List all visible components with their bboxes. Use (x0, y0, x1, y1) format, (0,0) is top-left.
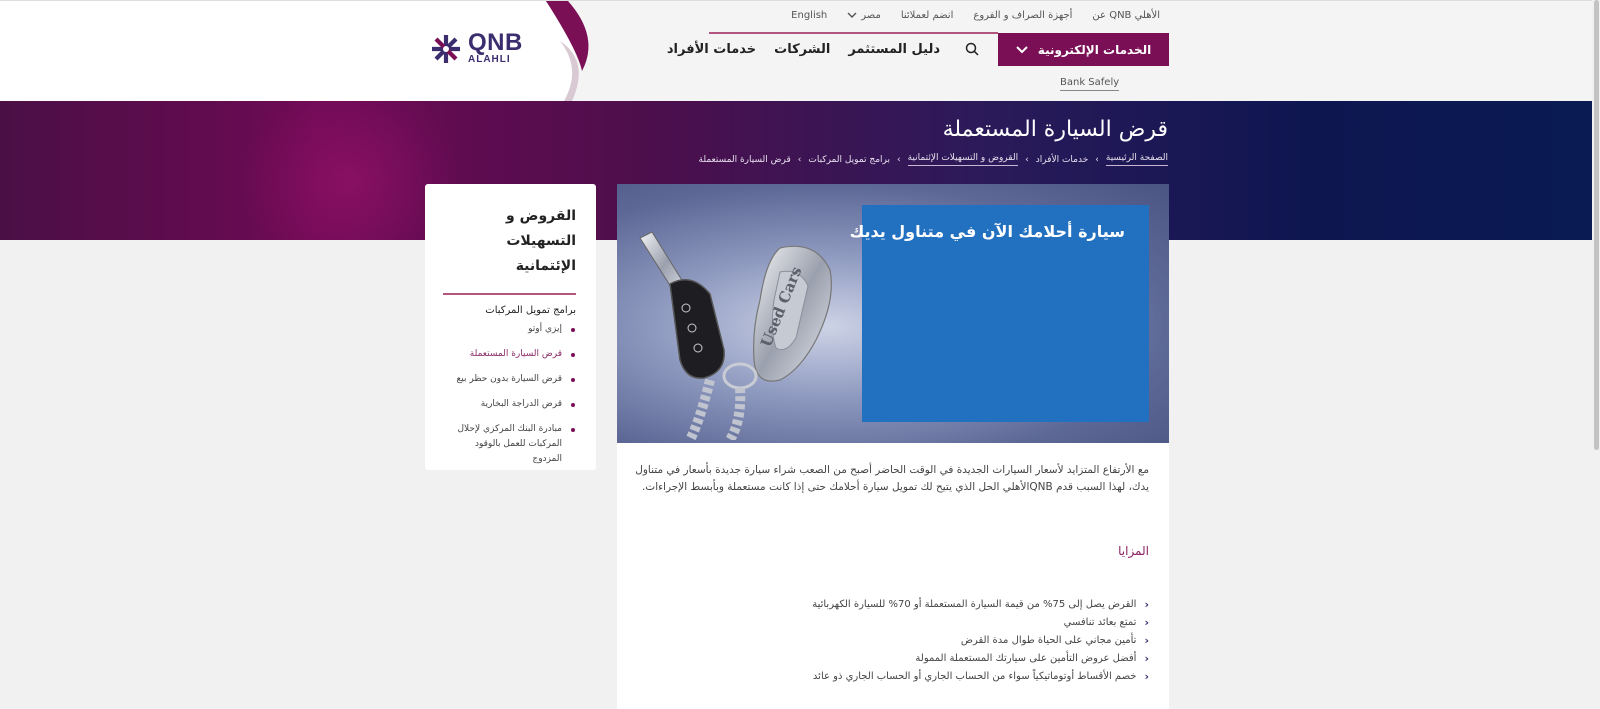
sidebar (425, 184, 596, 470)
main-nav (667, 42, 946, 57)
top-links (791, 10, 1160, 21)
chevron-left-icon: ‹ (1144, 634, 1149, 647)
chevron-left-icon: ‹ (1144, 670, 1149, 683)
top-link-join[interactable]: انضم لعملائنا (900, 10, 954, 21)
chevron-left-icon: ‹ (1144, 616, 1149, 629)
list-item (812, 668, 1149, 686)
sidebar-item-cbe-initiative[interactable]: مبادرة البنك المركزي لإحلال المركبات للعمل بالوقود المزدوج (443, 422, 576, 467)
advantage-text: القرض يصل إلى 75% من قيمة السيارة المستعملة أو 70% للسيارة الكهربائية (812, 599, 1137, 610)
sidebar-item-motorcycle-loan[interactable]: قرض الدراجة البخارية (443, 397, 576, 412)
language-link[interactable]: English (791, 10, 828, 21)
advantage-text: أفضل عروض التأمين على سيارتك المستعملة الممولة (915, 653, 1137, 664)
sidebar-divider (443, 293, 576, 295)
list-item (812, 632, 1149, 650)
eservices-label: الخدمات الإلكترونية (1037, 42, 1152, 57)
breadcrumb-loans[interactable]: القروض و التسهيلات الإئتمانية (908, 153, 1018, 166)
logo-decoration (520, 1, 600, 101)
hero-headline: سيارة أحلامك الآن في متناول يديك (849, 222, 1125, 241)
chevron-left-icon: ‹ (1025, 154, 1029, 165)
nav-underline (709, 32, 998, 34)
nav-item-investor-guide[interactable]: دليل المستثمر (848, 42, 940, 57)
search-icon[interactable] (964, 41, 980, 57)
country-selector[interactable] (847, 10, 881, 21)
sidebar-subtitle[interactable]: برامج تمويل المركبات (485, 305, 576, 316)
sidebar-title: القروض و التسهيلات الإئتمانية (506, 208, 576, 274)
chevron-left-icon: ‹ (1095, 154, 1099, 165)
top-link-atms-branches[interactable]: أجهزة الصراف و الفروع (973, 10, 1073, 21)
breadcrumb (699, 153, 1168, 166)
car-key-illustration (630, 220, 860, 440)
bank-safely-link[interactable]: Bank Safely (1060, 77, 1119, 91)
list-item (812, 614, 1149, 632)
chevron-left-icon: ‹ (1144, 598, 1149, 611)
eservices-button[interactable] (998, 33, 1169, 66)
scrollbar-thumb[interactable] (1594, 0, 1599, 450)
nav-item-corporate[interactable]: الشركات (774, 42, 831, 57)
chevron-left-icon: ‹ (897, 154, 901, 165)
breadcrumb-vehicle-programs[interactable]: برامج تمويل المركبات (808, 154, 890, 165)
sidebar-item-car-loan-no-ban[interactable]: قرض السيارة بدون حظر بيع (443, 372, 576, 387)
chevron-down-icon (1016, 46, 1028, 54)
chevron-left-icon: ‹ (1144, 652, 1149, 665)
intro-paragraph: مع الأرتفاع المتزايد لأسعار السيارات الجديدة في الوقت الحاضر أصبح من الصعب شراء سيارة جديدة بأسعار في متناول يدك، لهذا السبب قدم QNBالأهلي الحل الذي يتيح لك تمويل سيارة أحلامك حتى إذا كانت مستعملة وبأبسط الإجراءات. (635, 464, 1149, 493)
advantages-title: المزايا (1118, 544, 1149, 558)
top-link-about[interactable]: عن QNB الأهلي (1092, 10, 1160, 21)
chevron-left-icon: ‹ (797, 154, 802, 165)
sidebar-item-easy-auto[interactable]: إيزي أوتو (443, 322, 576, 337)
nav-item-individuals[interactable]: خدمات الأفراد (666, 42, 757, 57)
qnb-logo[interactable] (430, 29, 523, 65)
breadcrumb-current: قرض السيارة المستعملة (698, 154, 791, 165)
advantage-text: تأمين مجاني على الحياة طوال مدة القرض (960, 635, 1137, 646)
list-item (812, 596, 1149, 614)
chevron-down-icon (847, 12, 857, 19)
sidebar-item-used-car-loan[interactable]: قرض السيارة المستعملة (443, 347, 576, 362)
keychain-text: Used Cars (757, 264, 806, 350)
page-title: قرض السيارة المستعملة (942, 117, 1168, 142)
advantage-text: خصم الأقساط أوتوماتيكياً سواء من الحساب الجاري أو الحساب الجاري ذو عائد (812, 671, 1137, 682)
qnb-logo-icon (430, 33, 462, 65)
logo-subname: ALAHLI (468, 54, 511, 65)
advantage-text: تمتع بعائد تنافسي (1063, 617, 1137, 628)
list-item (812, 650, 1149, 668)
country-label: مصر (861, 10, 881, 21)
breadcrumb-individuals[interactable]: خدمات الأفراد (1035, 154, 1089, 165)
logo-name: QNB (468, 29, 523, 56)
advantages-list (812, 596, 1149, 686)
breadcrumb-home[interactable]: الصفحة الرئيسية (1106, 153, 1168, 166)
